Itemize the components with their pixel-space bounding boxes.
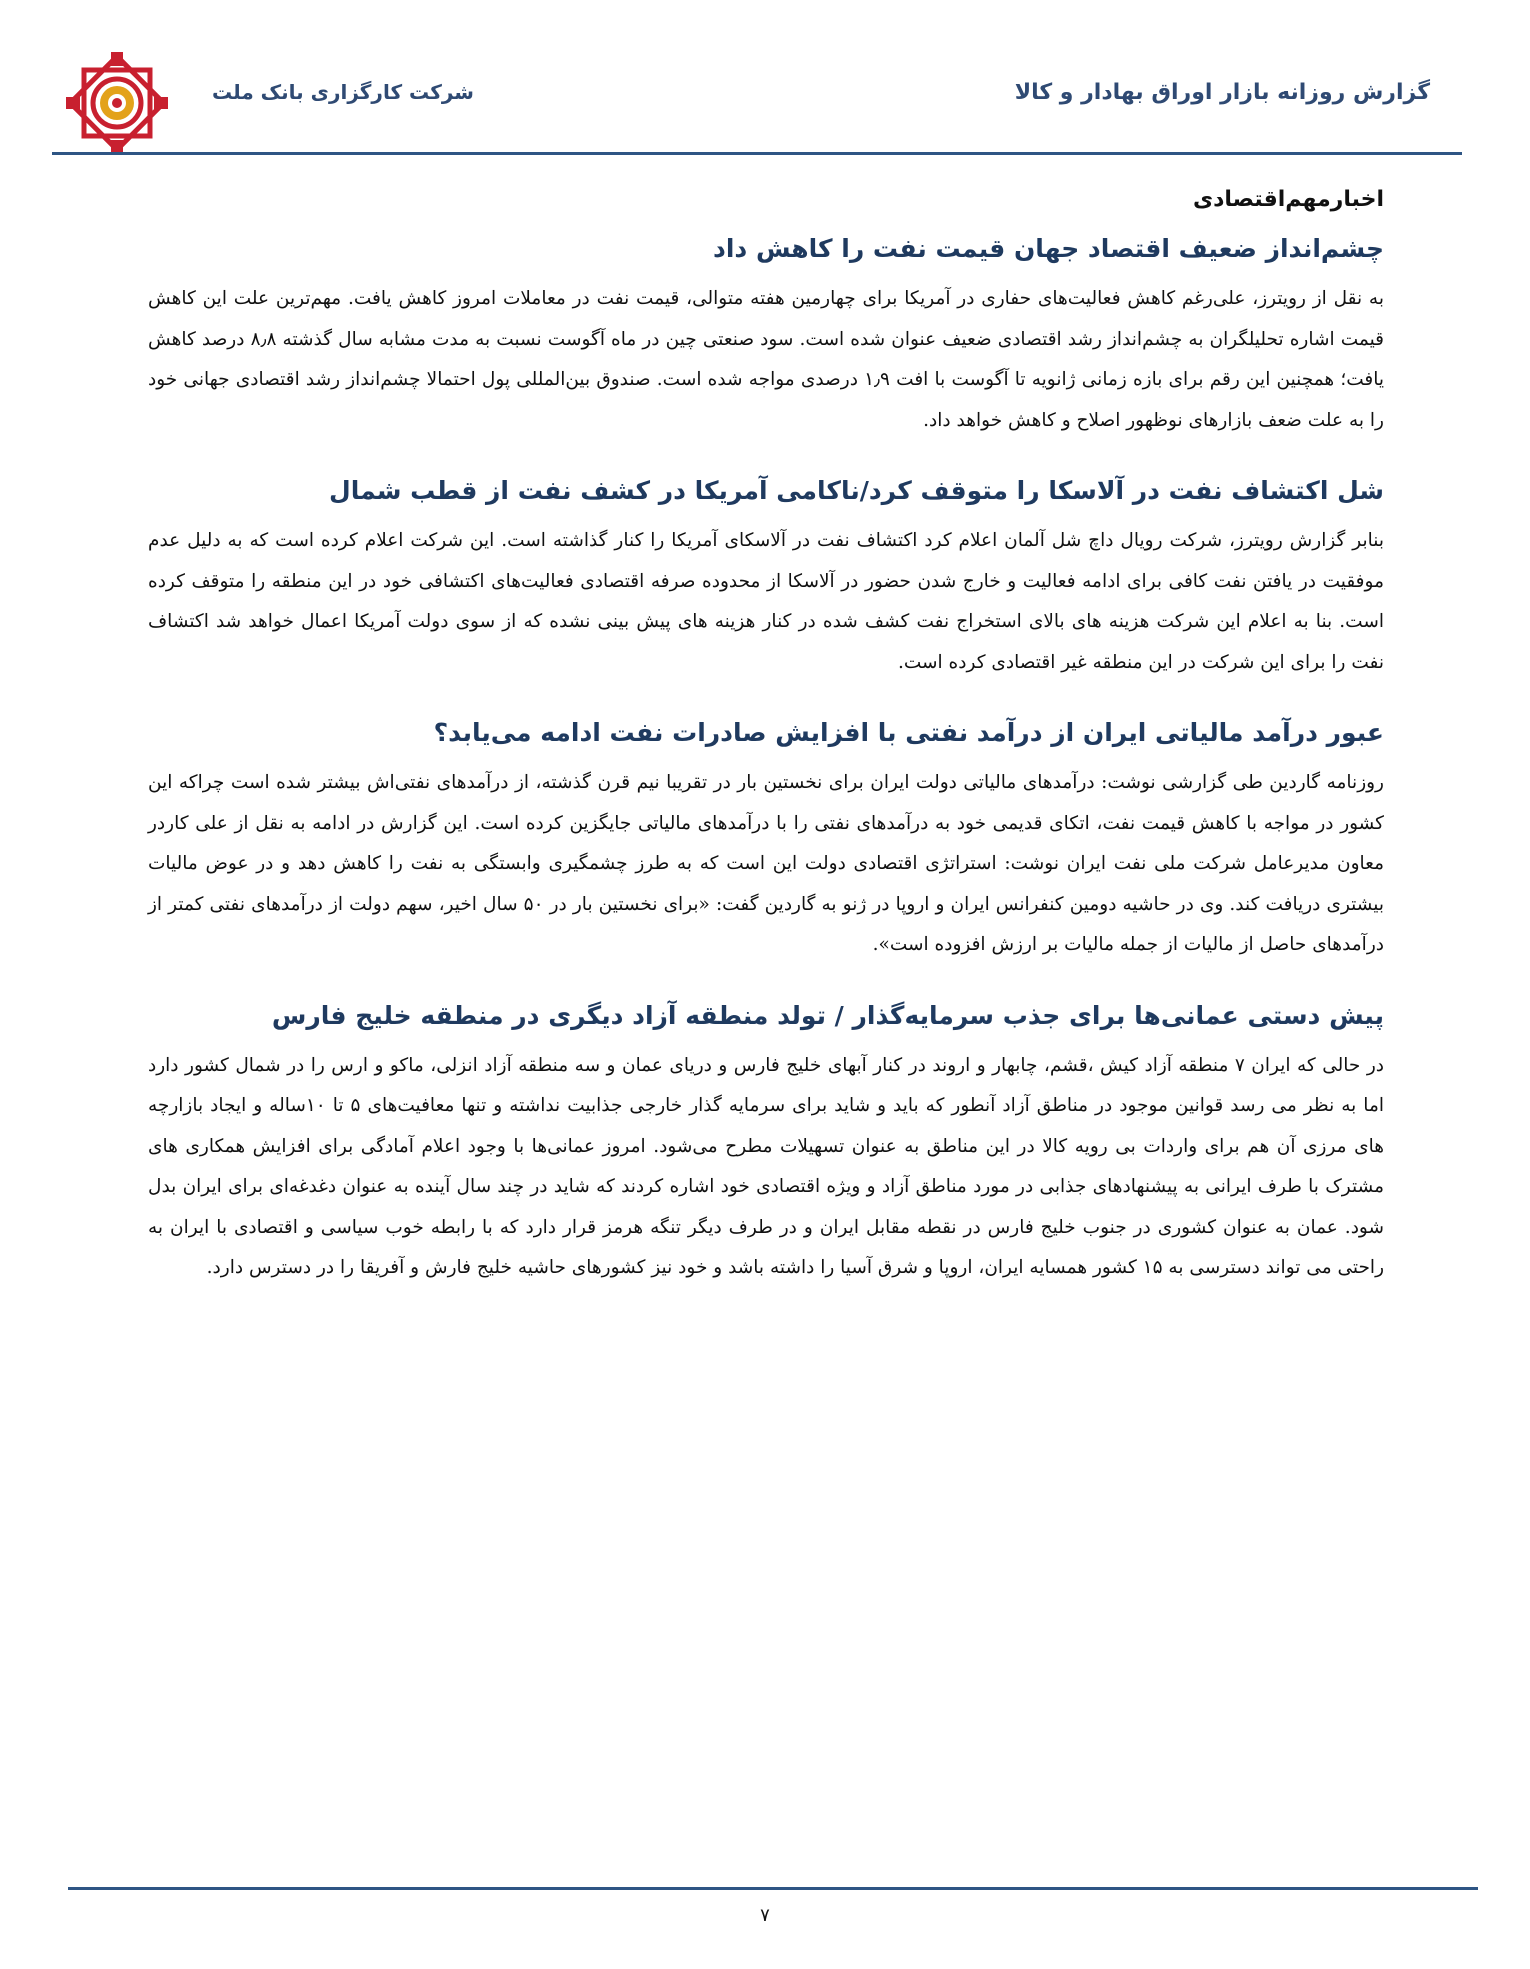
article-2-body: بنابر گزارش رویترز، شرکت رویال داچ شل آلمان اعلام کرد اکتشاف نفت در آلاسکای آمریکا را کنار گذاشته است. این شرکت اعلام کرده است که به دلیل عدم موفقیت در یافتن نفت کافی برای ادامه فعالیت و خارج شدن حضور در آلاسکا از محدوده صرفه اقتصادی فعالیت‌های اکتشافی خود در این منطقه را متوقف کرده است. بنا به اعلام این شرکت هزینه های بالای استخراج نفت کشف شده در کنار هزینه های پیش بینی نشده که از سوی دولت آمریکا اعمال خواهد شد اکتشاف نفت را برای این شرکت در این منطقه غیر اقتصادی کرده است. [148, 530, 1384, 673]
article-3-body: روزنامه گاردین طی گزارشی نوشت: درآمدهای مالیاتی دولت ایران برای نخستین بار در تقریبا نیم قرن گذشته، از درآمدهای نفتی‌اش بیشتر شده است چراکه این کشور در مواجه با کاهش قیمت نفت، اتکای قدیمی خود به درآمدهای نفتی را با درآمدهای مالیاتی جایگزین کرده است. این گزارش در ادامه به نقل از علی کاردر معاون مدیرعامل شرکت ملی نفت ایران نوشت: استراتژی اقتصادی دولت این است که به طرز چشمگیری وابستگی به نفت را کاهش دهد و در عوض مالیات بیشتری دریافت کند. وی در حاشیه دومین کنفرانس ایران و اروپا در ژنو به گاردین گفت: «برای نخستین بار در ۵۰ سال اخیر، سهم دولت از درآمدهای نفتی کمتر از درآمدهای حاصل از مالیات از جمله مالیات بر ارزش افزوده است». [148, 772, 1385, 955]
article-4-headline: پیش دستی عمانی‌ها برای جذب سرمایه‌گذار / تولد منطقه آزاد دیگری در منطقه خلیج فارس [271, 1000, 1384, 1030]
article-1-body: به نقل از رویترز، علی‌رغم کاهش فعالیت‌های حفاری در آمریکا برای چهارمین هفته متوالی، قیمت نفت در معاملات امروز کاهش یافت. مهم‌ترین علت این کاهش قیمت اشاره تحلیلگران به چشم‌انداز رشد اقتصادی ضعیف عنوان شده است. سود صنعتی چین در ماه آگوست نسبت به مدت مشابه سال گذشته ۸٫۸ درصد کاهش یافت؛ همچنین این رقم برای بازه زمانی ژانویه تا آگوست با افت ۱٫۹ درصدی مواجه شده است. صندوق بین‌المللی پول احتمالا چشم‌انداز رشد اقتصادی جهانی خود را به علت ضعف بازارهای نوظهور اصلاح و کاهش خواهد داد. [148, 288, 1384, 431]
page-number: ۷ [760, 1905, 770, 1926]
section-label: اخبارمهم‌اقتصادی [1192, 187, 1384, 212]
header-divider [52, 152, 1462, 155]
article-1-headline: چشم‌انداز ضعیف اقتصاد جهان قیمت نفت را کاهش داد [713, 234, 1384, 263]
article-4-body: در حالی که ایران ۷ منطقه آزاد کیش ،قشم، چابهار و اروند در کنار آبهای خلیج فارس و دریای عمان و سه منطقه آزاد انزلی، ماکو و ارس را در شمال کشور دارد اما به نظر می رسد قوانین موجود در مناطق آزاد آنطور که باید و شاید برای سرمایه گذار خارجی جذابیت نداشته و تنها معافیت‌های ۵ تا ۱۰ساله و ایجاد بازارچه های مرزی آن هم برای واردات بی رویه کالا در این مناطق به عنوان تسهیلات مطرح می‌شود. امروز عمانی‌ها با وجود اعلام آمادگی برای افزایش همکاری های مشترک با طرف ایرانی به پیشنهادهای جذابی در مورد مناطق آزاد و ویژه اقتصادی خود اشاره کردند که شاید در چند سال آینده به عنوان دغدغه‌ای برای ایران بدل شود. عمان به عنوان کشوری در جنوب خلیج فارس در نقطه مقابل ایران و در طرف دیگر تنگه هرمز قرار دارد که با رابطه خوب سیاسی و اقتصادی با ایران به راحتی می تواند دسترسی به ۱۵ کشور همسایه ایران، اروپا و شرق آسیا را داشته باشد و خود نیز کشورهای حاشیه خلیج فارش و آفریقا را در دسترس دارد. [148, 1054, 1384, 1278]
article-2-headline: شل اکتشاف نفت در آلاسکا را متوقف کرد/ناکامی آمریکا در کشف نفت از قطب شمال [329, 476, 1384, 505]
report-title: گزارش روزانه بازار اوراق بهادار و کالا [1014, 80, 1430, 105]
news-content [148, 185, 1384, 1289]
page-header [0, 0, 1530, 160]
footer-divider [68, 1887, 1478, 1890]
article-3-headline: عبور درآمد مالیاتی ایران از درآمد نفتی با افزایش صادرات نفت ادامه می‌یابد؟ [433, 718, 1384, 747]
bank-mellat-logo-icon [62, 48, 172, 158]
company-name: شرکت کارگزاری بانک ملت [212, 80, 474, 104]
